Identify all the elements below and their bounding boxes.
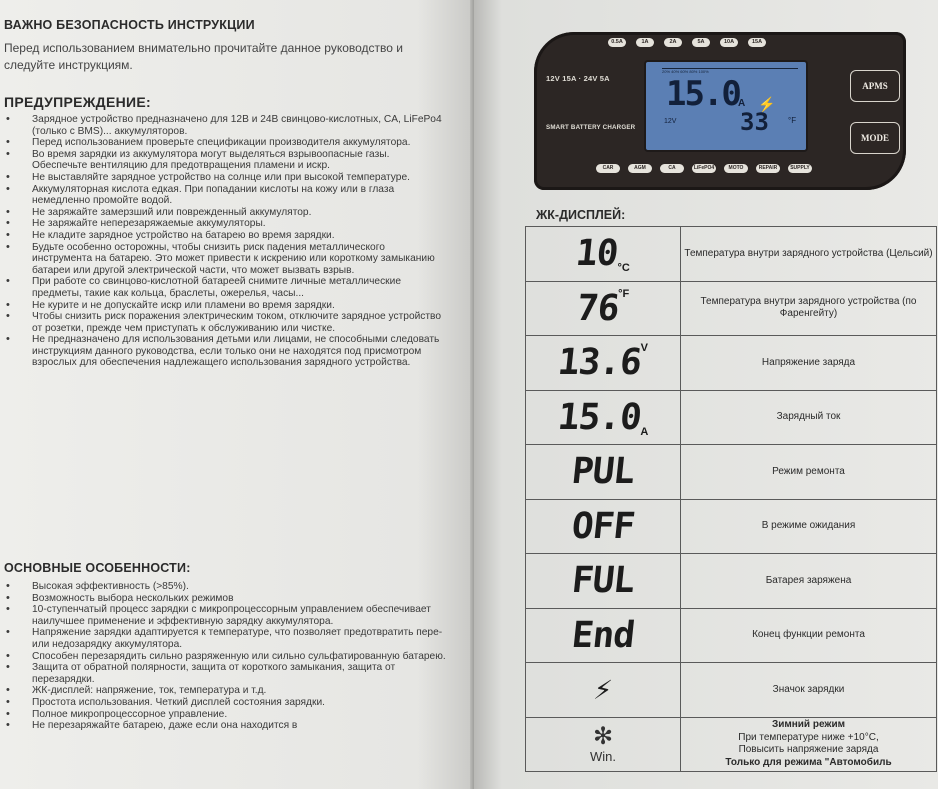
mode-label: REPAIR	[756, 164, 780, 173]
list-item: • Не заряжайте неперезаряжаемые аккумуляторы.	[2, 218, 447, 230]
safety-title: ВАЖНО БЕЗОПАСНОСТЬ ИНСТРУКЦИИ	[4, 18, 255, 32]
list-item: • Чтобы снизить риск поражения электрическим током, отключите зарядное устройство от розетки, прежде чем приступать к обслуживанию или чистке.	[2, 311, 447, 334]
list-item: • Во время зарядки из аккумулятора могут выделяться взрывоопасные газы. Обеспечьте вентиляцию для предотвращения пламени и искр.	[2, 149, 447, 172]
current-label: 10A	[720, 38, 738, 47]
unit-label: A	[640, 425, 649, 438]
list-item: • Высокая эффективность (>85%).	[2, 581, 447, 593]
segment-text: OFF	[569, 505, 637, 547]
list-item: • Защита от обратной полярности, защита от короткого замыкания, защита от перезарядки.	[2, 662, 447, 685]
table-row	[526, 499, 937, 554]
table-row	[526, 390, 937, 445]
symbol-description: Режим ремонта	[681, 445, 937, 500]
winter-label: Win.	[590, 748, 616, 764]
list-item: • Напряжение зарядки адаптируется к температуре, что позволяет предотвратить пере- или недозарядку аккумулятора.	[2, 627, 447, 650]
lcd-symbol	[526, 227, 681, 282]
lcd-section-title: ЖК-ДИСПЛЕЙ:	[536, 208, 626, 222]
table-row	[526, 554, 937, 609]
list-item: • ЖК-дисплей: напряжение, ток, температура и т.д.	[2, 685, 447, 697]
current-indicators	[608, 38, 766, 47]
list-item: • Будьте особенно осторожны, чтобы снизить риск падения металлического инструмента на батарею. Это может привести к искрению или короткому замыканию батареи или другой электрической части, что может вызвать взрыв.	[2, 242, 447, 277]
symbol-description: Температура внутри зарядного устройства (Цельсий)	[681, 227, 937, 282]
mode-label: CAR	[596, 164, 620, 173]
warning-list	[2, 114, 447, 369]
features-title: ОСНОВНЫЕ ОСОБЕННОСТИ:	[4, 561, 191, 575]
symbol-description: Значок зарядки	[681, 663, 937, 718]
symbol-description: Зарядный ток	[681, 390, 937, 445]
list-item: • При работе со свинцово-кислотной батареей снимите личные металлические предметы, такие как кольца, браслеты, ожерелья, часы...	[2, 276, 447, 299]
current-label: 15A	[748, 38, 766, 47]
intro-text: Перед использованием внимательно прочитайте данное руководство и следуйте инструкциям.	[4, 41, 403, 72]
lcd-symbol	[526, 390, 681, 445]
apms-button: APMS	[850, 70, 900, 102]
segment-text: 15.0	[555, 396, 643, 438]
symbol-description: Конец функции ремонта	[681, 608, 937, 663]
lcd-symbol	[526, 499, 681, 554]
lcd-progress-scale: 20% 40% 60% 80% 100%	[662, 68, 798, 74]
list-item: • Полное микропроцессорное управление.	[2, 709, 447, 721]
lcd-symbol	[526, 445, 681, 500]
list-item: • Не предназначено для использования детьми или лицами, не способными следовать инструкциям данного руководства, если только они не находятся под присмотром взрослых для обеспечения надлежащего использования зарядного устройства.	[2, 334, 447, 369]
winter-line: Только для режима "Автомобиль	[725, 756, 892, 768]
table-row	[526, 336, 937, 391]
table-row	[526, 227, 937, 282]
lcd-temperature-unit: °F	[788, 116, 797, 125]
current-label: 0.5A	[608, 38, 626, 47]
features-list	[2, 581, 447, 732]
segment-text: End	[569, 614, 637, 656]
charging-bolt-icon: ⚡	[592, 672, 614, 708]
unit-label: °F	[618, 287, 630, 300]
lcd-current-value: 15.0	[666, 74, 740, 114]
lcd-symbol	[526, 281, 681, 336]
winter-title: Зимний режим	[771, 719, 846, 731]
table-row	[526, 608, 937, 663]
list-item: • Аккумуляторная кислота едкая. При попадании кислоты на кожу или в глаза немедленно промойте водой.	[2, 184, 447, 207]
lcd-symbol	[526, 608, 681, 663]
current-label: 2A	[664, 38, 682, 47]
winter-description	[681, 717, 937, 772]
lcd-temperature: 33	[740, 108, 769, 136]
symbol-description: Батарея заряжена	[681, 554, 937, 609]
winter-line: При температуре ниже +10°C,	[738, 731, 879, 743]
mode-indicators	[596, 164, 812, 173]
lcd-current-unit: A	[738, 98, 746, 109]
snowflake-icon: ✻	[592, 722, 614, 750]
list-item: • Зарядное устройство предназначено для 12В и 24В свинцово-кислотных, CA, LiFePo4 (только с BMS)... аккумуляторов.	[2, 114, 447, 137]
table-row	[526, 445, 937, 500]
list-item: • Не курите и не допускайте искр или пламени во время зарядки.	[2, 300, 447, 312]
table-row	[526, 717, 937, 772]
device-spec: 12V 15A · 24V 5A	[546, 74, 610, 83]
symbol-description: Температура внутри зарядного устройства (по Фаренгейту)	[681, 281, 937, 336]
unit-label: V	[640, 342, 649, 355]
list-item: • Не выставляйте зарядное устройство на солнце или при высокой температуре.	[2, 172, 447, 184]
list-item: • Не перезаряжайте батарею, даже если она находится в	[2, 720, 447, 732]
list-item: • Простота использования. Четкий дисплей состояния зарядки.	[2, 697, 447, 709]
lcd-voltage-mode: 12V	[664, 118, 677, 125]
lcd-symbol	[526, 336, 681, 391]
symbol-description: В режиме ожидания	[681, 499, 937, 554]
warning-title: ПРЕДУПРЕЖДЕНИЕ:	[4, 94, 151, 110]
list-item: • Не кладите зарядное устройство на батарею во время зарядки.	[2, 230, 447, 242]
symbol-description: Напряжение заряда	[681, 336, 937, 391]
lcd-symbol	[526, 663, 681, 718]
mode-label: MOTO	[724, 164, 748, 173]
device-brand: SMART BATTERY CHARGER	[546, 124, 636, 131]
segment-text: FUL	[569, 560, 637, 602]
mode-label: LiFePO4	[693, 165, 715, 171]
segment-text: 13.6	[555, 342, 643, 384]
list-item: • Возможность выбора нескольких режимов	[2, 593, 447, 605]
mode-label: AGM	[628, 164, 652, 173]
list-item: • 10-ступенчатый процесс зарядки с микропроцессорным управлением обеспечивает наилучшее применение и эффективную зарядку аккумулятора.	[2, 604, 447, 627]
lcd-symbols-table	[525, 226, 937, 772]
mode-button: MODE	[850, 122, 900, 154]
segment-text: 10	[573, 233, 620, 275]
charger-device-illustration	[534, 32, 906, 190]
segment-text: PUL	[569, 451, 637, 493]
list-item: • Не заряжайте замерзший или поврежденный аккумулятор.	[2, 207, 447, 219]
table-row	[526, 281, 937, 336]
mode-label: CA	[660, 164, 684, 173]
table-row	[526, 663, 937, 718]
current-label: 5A	[692, 38, 710, 47]
lcd-charging-bolt-icon: ⚡	[758, 96, 776, 112]
lcd-symbol	[526, 554, 681, 609]
mode-label: SUPPLY	[788, 164, 812, 173]
winter-line: Повысить напряжение заряда	[738, 744, 879, 756]
segment-text: 76	[574, 287, 621, 329]
lcd-symbol	[526, 717, 681, 772]
list-item: • Способен перезарядить сильно разряженную или сильно сульфатированную батарею.	[2, 651, 447, 663]
device-lcd	[644, 60, 808, 152]
list-item: • Перед использованием проверьте спецификации производителя аккумулятора.	[2, 137, 447, 149]
unit-label: °C	[617, 262, 630, 275]
current-label: 1A	[636, 38, 654, 47]
